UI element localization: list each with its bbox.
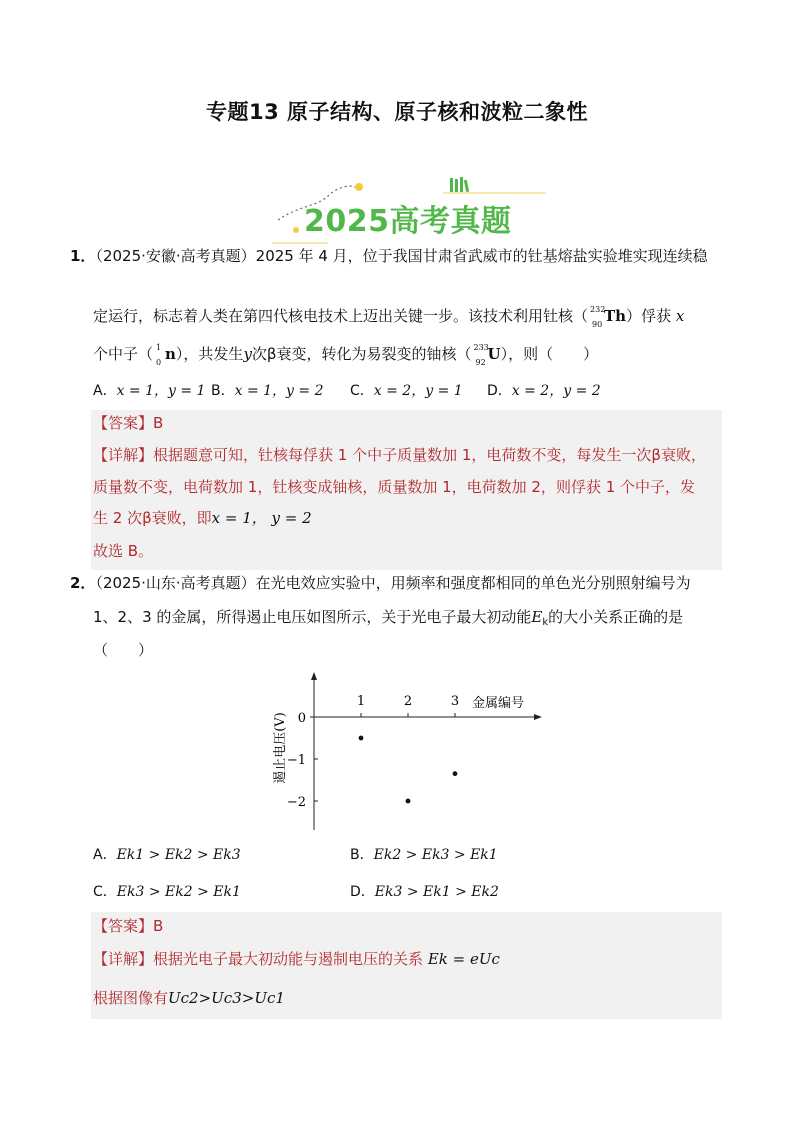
x-tick-label: 2 bbox=[403, 694, 413, 709]
detail-equation: Ek = eUc bbox=[427, 950, 500, 968]
thorium-nuclide bbox=[590, 305, 627, 329]
x-tick-label: 1 bbox=[356, 694, 366, 709]
nuclide-symbol: Th bbox=[604, 307, 627, 325]
q2-stem-text: 在光电效应实验中，用频率和强度都相同的单色光分别照射编号为 bbox=[255, 574, 691, 592]
answer-value: B bbox=[153, 414, 164, 432]
q2-source: （2025·山东·高考真题） bbox=[95, 574, 256, 592]
q1-source: （2025·安徽·高考真题） bbox=[95, 247, 256, 265]
detail-tag: 【详解】 bbox=[93, 446, 154, 464]
data-point bbox=[453, 771, 458, 776]
q1-stem-text: ），则（ ） bbox=[500, 345, 599, 363]
answer-tag: 【答案】 bbox=[93, 917, 154, 935]
x-tick-label: 3 bbox=[450, 694, 460, 709]
data-point bbox=[406, 799, 411, 804]
x-axis-arrow bbox=[534, 714, 542, 720]
q1-var-x: x bbox=[675, 307, 685, 325]
q1-stem-text: 2025 年 4 月，位于我国甘肃省武威市的钍基熔盐实验堆实现连续稳 bbox=[255, 247, 708, 265]
x-axis-label: 金属编号 bbox=[472, 696, 525, 711]
q1-number: 1． bbox=[70, 247, 96, 265]
q1-detail-line4: 故选 B。 bbox=[93, 542, 154, 560]
q1-stem-text: 定运行，标志着人类在第四代核电技术上迈出关键一步。该技术利用钍核（ bbox=[93, 307, 589, 325]
option-label: B． bbox=[211, 383, 235, 399]
y-tick-label: −1 bbox=[286, 753, 306, 768]
q1-option-d[interactable] bbox=[487, 381, 601, 401]
q2-detail-line2 bbox=[93, 988, 285, 1008]
y-tick-label: 0 bbox=[297, 711, 306, 726]
nuclide-mass: 1 bbox=[156, 343, 162, 352]
option-label: D． bbox=[350, 884, 375, 900]
q1-stem-text: ）俘获 bbox=[626, 307, 672, 325]
option-text: x = 2，y = 2 bbox=[511, 383, 601, 399]
q1-stem-text: 个中子（ bbox=[93, 345, 154, 363]
q2-line1 bbox=[70, 573, 691, 593]
nuclide-charge: 92 bbox=[475, 358, 486, 367]
option-label: A． bbox=[93, 383, 117, 399]
q1-detail-line1 bbox=[93, 445, 706, 465]
detail-text: 根据题意可知，钍核每俘获 1 个中子质量数加 1，电荷数不变，每发生一次β衰败， bbox=[153, 446, 706, 464]
nuclide-mass: 232 bbox=[590, 305, 606, 314]
nuclide-symbol: U bbox=[487, 345, 501, 363]
option-text: Ek2 > Ek3 > Ek1 bbox=[373, 847, 498, 863]
q1-stem-text: ），共发生 bbox=[175, 345, 244, 363]
nuclide-charge: 0 bbox=[156, 358, 162, 367]
q1-line1 bbox=[70, 246, 708, 266]
y-axis-label: 遏止电压(V) bbox=[273, 712, 288, 784]
option-text: x = 1，y = 2 bbox=[234, 383, 324, 399]
stopping-voltage-chart bbox=[262, 670, 552, 840]
neutron-nuclide bbox=[156, 343, 176, 367]
data-point bbox=[359, 736, 364, 741]
detail-text: 生 2 次β衰败，即 bbox=[93, 509, 212, 527]
nuclide-charge: 90 bbox=[592, 320, 603, 329]
q2-option-a[interactable] bbox=[93, 845, 241, 865]
option-label: C． bbox=[350, 383, 374, 399]
answer-tag: 【答案】 bbox=[93, 414, 154, 432]
nuclide-symbol: n bbox=[165, 345, 176, 363]
q1-var-y: y bbox=[243, 345, 252, 363]
q2-number: 2． bbox=[70, 574, 96, 592]
q1-detail-line2: 质量数不变，电荷数加 1，钍核变成铀核，质量数加 1，电荷数加 2，则俘获 1 个中子，发 bbox=[93, 478, 696, 496]
option-label: B． bbox=[350, 847, 374, 863]
q2-option-d[interactable] bbox=[350, 882, 499, 902]
q2-answer bbox=[93, 916, 163, 936]
option-label: A． bbox=[93, 847, 117, 863]
banner-title: 2025高考真题 bbox=[304, 204, 512, 239]
uranium-nuclide bbox=[473, 343, 501, 367]
q1-stem-text: 次β衰变，转化为易裂变的铀核（ bbox=[251, 345, 472, 363]
option-text: Ek3 > Ek1 > Ek2 bbox=[374, 884, 499, 900]
detail-text: 根据图像有 bbox=[93, 989, 169, 1007]
q1-line2 bbox=[93, 305, 685, 329]
q1-option-b[interactable] bbox=[211, 381, 324, 401]
q2-stem-text: 1、2、3 的金属，所得遏止电压如图所示，关于光电子最大初动能 bbox=[93, 608, 532, 626]
section-banner bbox=[268, 176, 548, 246]
option-label: D． bbox=[487, 383, 512, 399]
option-label: C． bbox=[93, 884, 117, 900]
option-text: x = 1，y = 1 bbox=[116, 383, 206, 399]
q2-line3: （ ） bbox=[93, 641, 154, 659]
q2-option-c[interactable] bbox=[93, 882, 241, 902]
q2-line2 bbox=[93, 607, 683, 633]
detail-equation: Uc2>Uc3>Uc1 bbox=[168, 989, 285, 1007]
answer-value: B bbox=[153, 917, 164, 935]
q2-var-e: E bbox=[531, 608, 543, 626]
option-text: Ek3 > Ek2 > Ek1 bbox=[116, 884, 241, 900]
page-title: 专题13 原子结构、原子核和波粒二象性 bbox=[205, 100, 589, 124]
q1-detail-line3 bbox=[93, 508, 312, 528]
q1-line3 bbox=[93, 343, 599, 367]
y-tick-label: −2 bbox=[286, 795, 306, 810]
detail-equation: x = 1， y = 2 bbox=[211, 509, 312, 527]
detail-text: 根据光电子最大初动能与遏制电压的关系 bbox=[153, 950, 424, 968]
q2-detail-line1 bbox=[93, 949, 500, 969]
y-axis-arrow bbox=[311, 672, 317, 680]
nuclide-mass: 233 bbox=[473, 343, 489, 352]
q1-option-c[interactable] bbox=[350, 381, 463, 401]
q1-option-a[interactable] bbox=[93, 381, 205, 401]
detail-tag: 【详解】 bbox=[93, 950, 154, 968]
q2-option-b[interactable] bbox=[350, 845, 498, 865]
option-text: x = 2，y = 1 bbox=[373, 383, 463, 399]
q2-stem-text: 的大小关系正确的是 bbox=[548, 608, 684, 626]
q1-answer bbox=[93, 413, 163, 433]
q2-var-sub: k bbox=[542, 617, 549, 628]
option-text: Ek1 > Ek2 > Ek3 bbox=[116, 847, 241, 863]
